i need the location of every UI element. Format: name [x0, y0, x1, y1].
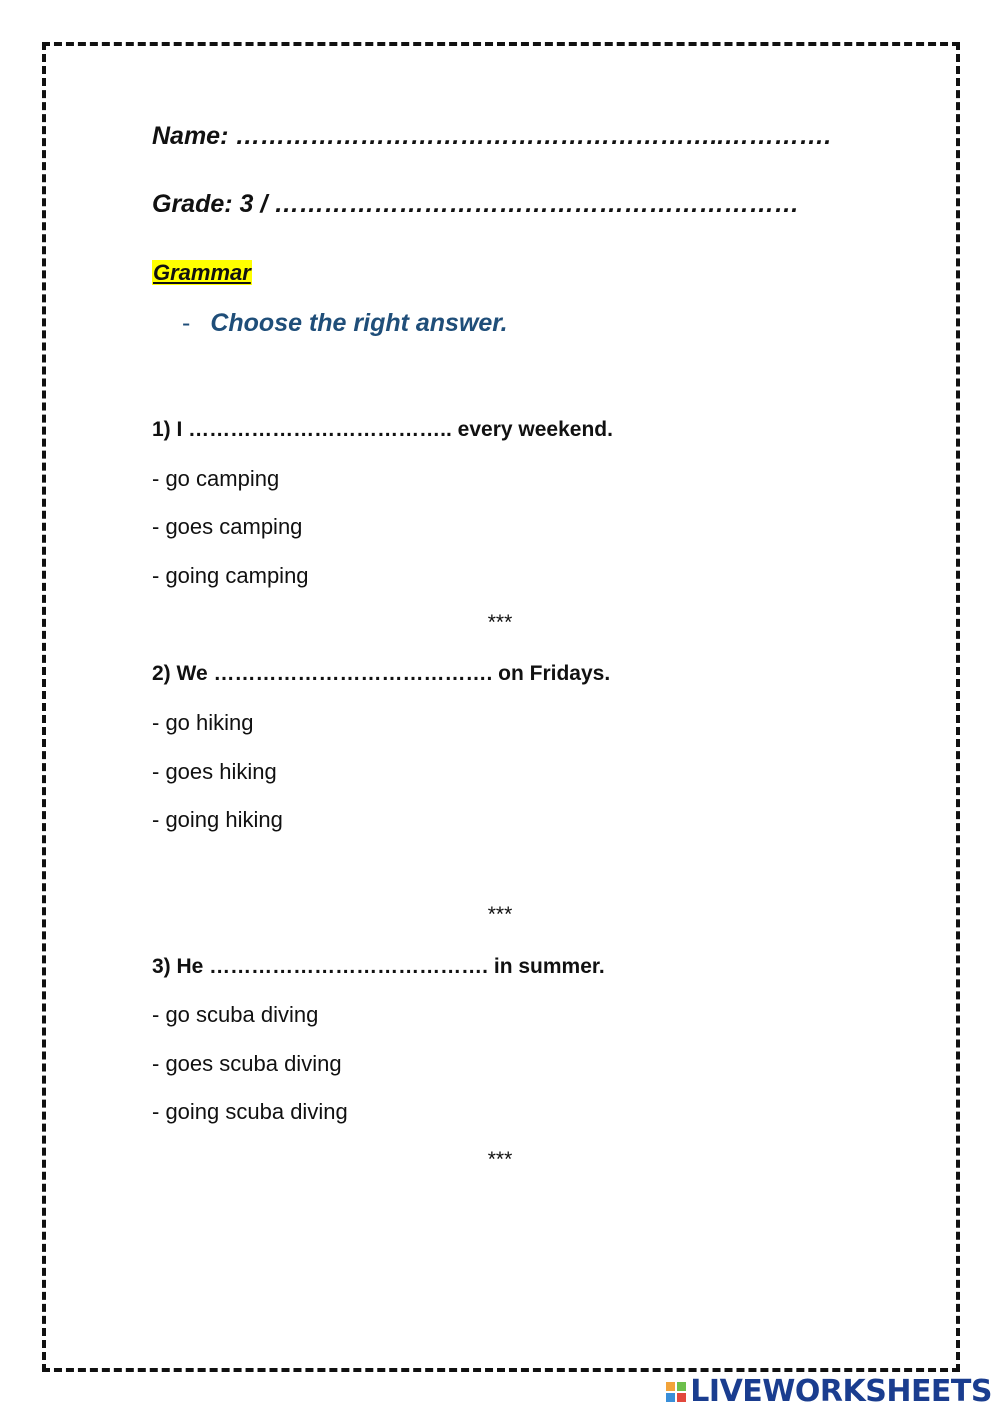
question-3-option-3[interactable]: - going scuba diving — [152, 1099, 348, 1124]
section-heading: Grammar — [153, 260, 251, 285]
question-1: 1) I ……………………………….. every weekend. — [152, 418, 613, 441]
instruction — [182, 309, 508, 338]
question-2-option-1[interactable]: - go hiking — [152, 710, 254, 735]
name-line: Name: …………………………………………………..…………. — [152, 122, 832, 150]
watermark-text: LIVEWORKSHEETS — [690, 1374, 992, 1409]
question-1-option-1[interactable]: - go camping — [152, 466, 280, 491]
question-1-option-3[interactable]: - going camping — [152, 563, 309, 588]
liveworksheets-logo-icon — [666, 1382, 686, 1402]
question-3: 3) He …………………………………. in summer. — [152, 955, 605, 978]
separator-2: *** — [487, 903, 513, 926]
question-2-option-2[interactable]: - goes hiking — [152, 759, 277, 784]
dashed-page-border — [42, 42, 960, 1372]
question-2-option-3[interactable]: - going hiking — [152, 807, 283, 832]
grade-line: Grade: 3 / ……………………………………………………… — [152, 190, 800, 218]
question-3-option-2[interactable]: - goes scuba diving — [152, 1051, 342, 1076]
section-heading-wrapper — [152, 260, 252, 286]
question-2: 2) We …………………………………. on Fridays. — [152, 662, 611, 685]
instruction-dash: - — [182, 309, 191, 337]
question-1-option-2[interactable]: - goes camping — [152, 514, 303, 539]
question-3-option-1[interactable]: - go scuba diving — [152, 1002, 319, 1027]
separator-3: *** — [487, 1148, 513, 1171]
separator-1: *** — [487, 611, 513, 634]
instruction-text: Choose the right answer. — [210, 309, 508, 337]
liveworksheets-watermark — [666, 1374, 992, 1409]
